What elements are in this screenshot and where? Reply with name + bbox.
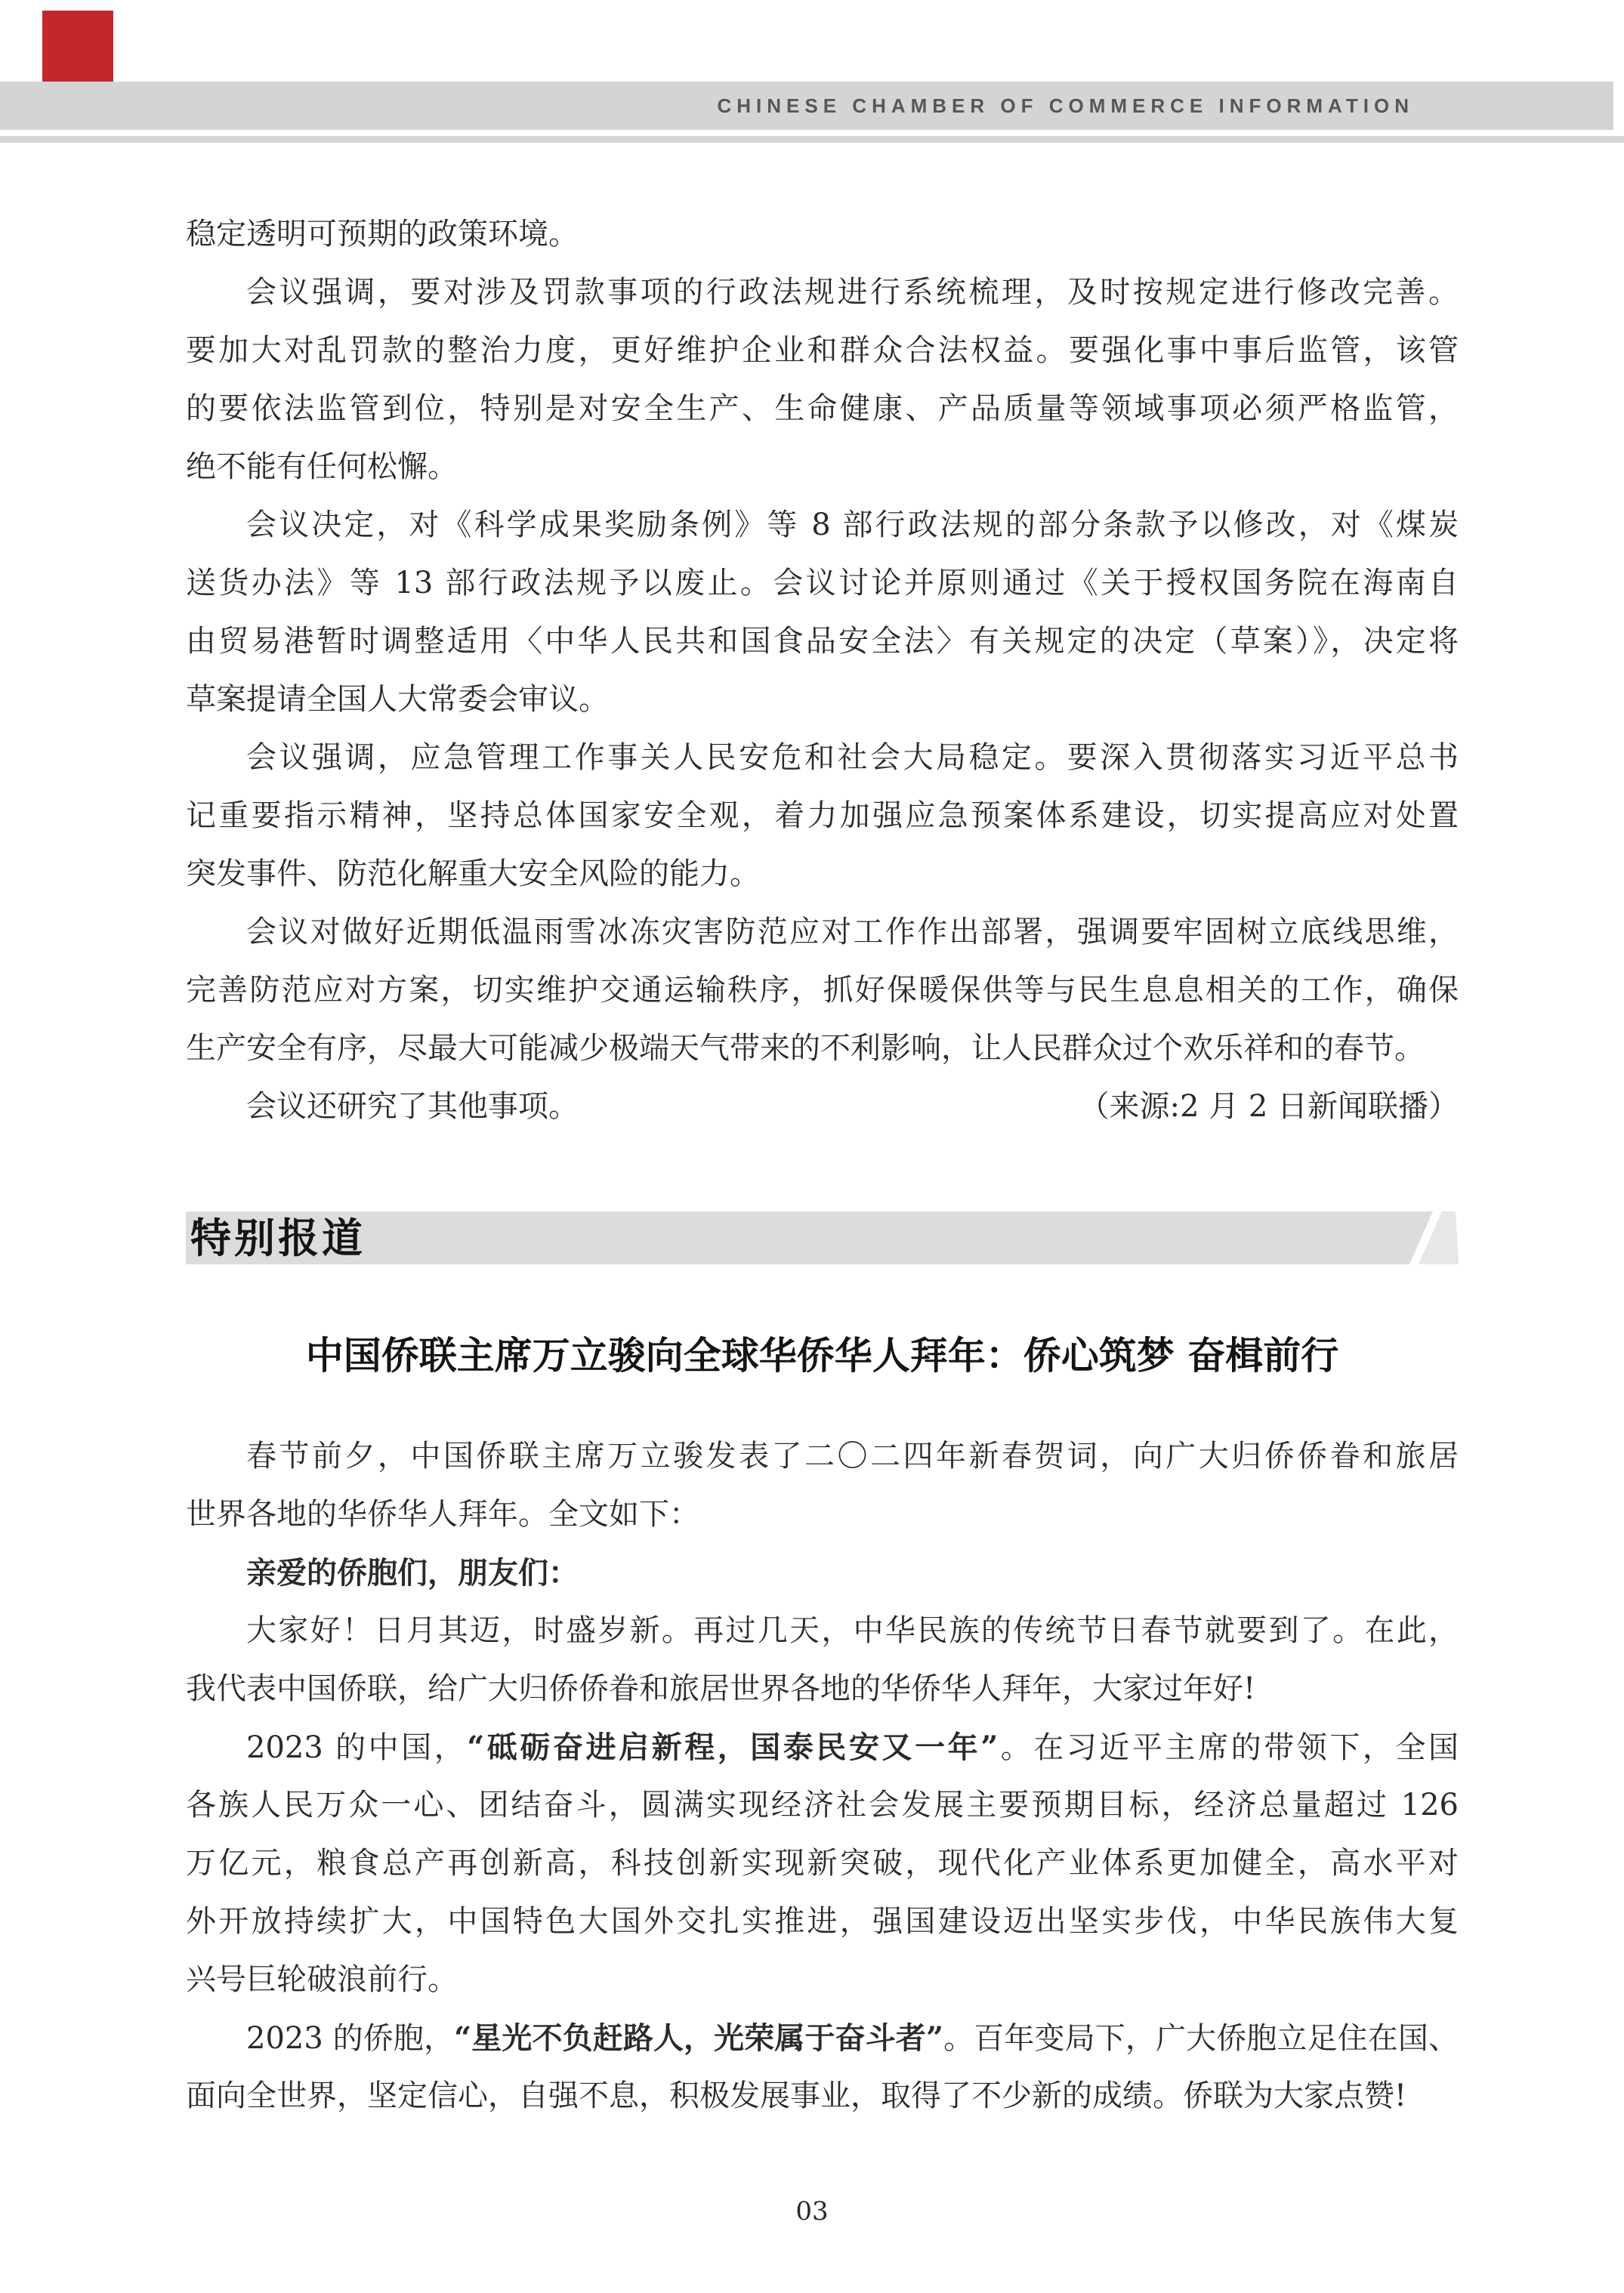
masthead-bar [0,82,1613,130]
text-line [186,2009,1459,2067]
text-line: 草案提请全国人大常委会审议。 [186,682,609,717]
red-logo-square [42,11,113,82]
text-line: 会议对做好近期低温雨雪冰冻灾害防范应对工作作出部署，强调要牢固树立底线思维， [246,915,1459,949]
text-line: 我代表中国侨联，给广大归侨侨眷和旅居世界各地的华侨华人拜年，大家过年好! [186,1671,1256,1706]
text-segment: 2023 的中国， [246,1730,468,1765]
text-line: 万亿元，粮食总产再创新高，科技创新实现新突破，现代化产业体系更加健全，高水平对 [186,1846,1459,1881]
text-line: 会议强调，应急管理工作事关人民安危和社会大局稳定。要深入贯彻落实习近平总书 [246,740,1459,775]
text-line: 亲爱的侨胞们，朋友们： [246,1555,579,1591]
article-headline: 中国侨联主席万立骏向全球华侨华人拜年：侨心筑梦 奋楫前行 [305,1333,1339,1378]
text-line: 各族人民万众一心、团结奋斗，圆满实现经济社会发展主要预期目标，经济总量超过 126 [186,1788,1459,1822]
text-segment: 。在习近平主席的带领下，全国 [998,1730,1459,1765]
text-line: 生产安全有序，尽最大可能减少极端天气带来的不利影响，让人民群众过个欢乐祥和的春节。 [186,1031,1425,1066]
text-segment-bold: “星光不负赶路人，光荣属于奋斗者” [454,2020,944,2056]
text-line: 世界各地的华侨华人拜年。全文如下： [186,1497,699,1532]
text-line: 突发事件、防范化解重大安全风险的能力。 [186,856,760,891]
closing-text: 会议还研究了其他事项。 [246,1089,579,1124]
section-banner [186,1211,1459,1264]
text-segment-bold: “砥砺奋进启新程，国泰民安又一年” [467,1730,999,1765]
text-segment: 。百年变局下，广大侨胞立足住在国、 [943,2021,1459,2056]
text-line: 会议强调，要对涉及罚款事项的行政法规进行系统梳理，及时按规定进行修改完善。 [246,275,1459,310]
text-line [186,1718,1459,1776]
masthead-rule [0,136,1624,143]
masthead-title: CHINESE CHAMBER OF COMMERCE INFORMATION [717,94,1414,117]
text-line: 送货办法》等 13 部行政法规予以废止。会议讨论并原则通过《关于授权国务院在海南自 [186,566,1459,600]
section-banner-shape [186,1211,1459,1264]
text-line: 要加大对乱罚款的整治力度，更好维护企业和群众合法权益。要强化事中事后监管，该管 [186,333,1459,368]
text-line: 外开放持续扩大，中国特色大国外交扎实推进，强国建设迈出坚实步伐，中华民族伟大复 [186,1904,1459,1939]
page-number: 03 [795,2196,829,2227]
text-line: 会议决定，对《科学成果奖励条例》等 8 部行政法规的部分条款予以修改，对《煤炭 [246,508,1459,542]
text-line: 记重要指示精神，坚持总体国家安全观，着力加强应急预案体系建设，切实提高应对处置 [186,798,1459,833]
article-news-body [186,205,1459,1136]
text-line: 大家好！日月其迈，时盛岁新。再过几天，中华民族的传统节日春节就要到了。在此， [246,1613,1459,1648]
closing-line [186,1078,1459,1136]
text-line: 兴号巨轮破浪前行。 [186,1962,458,1997]
text-line: 稳定透明可预期的政策环境。 [186,217,579,252]
text-line: 完善防范应对方案，切实维护交通运输秩序，抓好保暖保供等与民生息息相关的工作，确保 [186,973,1459,1008]
text-line: 绝不能有任何松懈。 [186,449,458,484]
text-line: 由贸易港暂时调整适用〈中华人民共和国食品安全法〉有关规定的决定（草案）》，决定将 [186,624,1459,659]
section-title: 特别报道 [190,1214,366,1262]
text-segment: 2023 的侨胞， [246,2021,455,2056]
text-line: 春节前夕，中国侨联主席万立骏发表了二〇二四年新春贺词，向广大归侨侨眷和旅居 [246,1439,1459,1474]
source-credit: （来源:2 月 2 日新闻联播） [1079,1089,1459,1124]
article-greeting-body [186,1427,1459,2125]
text-line: 面向全世界，坚定信心，自强不息，积极发展事业，取得了不少新的成绩。侨联为大家点赞! [186,2079,1407,2113]
text-line: 的要依法监管到位，特别是对安全生产、生命健康、产品质量等领域事项必须严格监管， [186,391,1459,426]
